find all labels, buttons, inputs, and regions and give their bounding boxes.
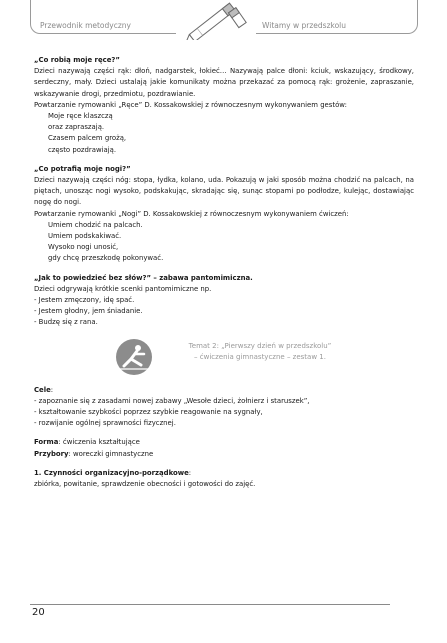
topic-title (160, 341, 360, 363)
poem-line: Umiem chodzić na palcach. (48, 220, 143, 229)
gymnast-icon (116, 339, 152, 375)
form-line: Forma: ćwiczenia kształtujące (34, 438, 140, 447)
footer-divider (30, 604, 390, 605)
paragraph: Dzieci nazywają części rąk: dłoń, nadgarstek, łokieć… Nazywają palce dłoni: kciuk, wskazujący, środkowy, serdeczny, mały. Dzieci ustalają jakie komunikaty można przekazać za pomocą rąk: grożenie, zapraszanie, wskazywanie drogi, przedmiotu, pozdrawianie. (34, 67, 414, 98)
poem-line: Czasem palcem grożą, (48, 134, 127, 143)
list-item: - rozwijanie ogólnej sprawności fizycznej. (34, 419, 176, 428)
poem-line: Wysoko nogi unosić, (48, 243, 119, 252)
paragraph: Powtarzanie rymowanki „Ręce” D. Kossakowskiej z równoczesnym wykonywaniem gestów: (34, 100, 347, 109)
section-title: „Co potrafią moje nogi?” (34, 164, 131, 173)
paragraph: Dzieci nazywają części nóg: stopa, łydka, kolano, uda. Pokazują w jaki sposób można chodzić na palcach, na piętach, unosząc nogi wysoko, podskakując, skradając się, sunąc stopami po podłodze, kulejąc, dostawiając nogę do nogi. (34, 176, 414, 207)
poem (34, 111, 414, 156)
pen-eraser-icon (176, 0, 256, 40)
header-left-label: Przewodnik metodyczny (40, 21, 131, 30)
list-item: - zapoznanie się z zasadami nowej zabawy „Wesołe dzieci, żołnierz i staruszek”, (34, 396, 310, 405)
page-header (30, 0, 418, 38)
page-number: 20 (32, 607, 45, 618)
activity-heading: 1. Czynności organizacyjno-porządkowe: (34, 468, 192, 477)
topic-line: – ćwiczenia gimnastyczne – zestaw 1. (194, 352, 326, 361)
topic-banner (34, 335, 414, 383)
topic-line: Temat 2: „Pierwszy dzień w przedszkolu” (188, 341, 332, 350)
list-item: - Jestem zmęczony, idę spać. (34, 296, 135, 305)
paragraph: Dzieci odgrywają krótkie scenki pantomimiczne np. (34, 284, 212, 293)
paragraph: zbiórka, powitanie, sprawdzenie obecności i gotowości do zajęć. (34, 480, 256, 489)
poem-line: Moje ręce klaszczą (48, 112, 113, 121)
list-item: - Jestem głodny, jem śniadanie. (34, 307, 143, 316)
section-title: „Jak to powiedzieć bez słów?” – zabawa pantomimiczna. (34, 273, 253, 282)
header-right-label: Witamy w przedszkolu (262, 21, 347, 30)
poem (34, 220, 414, 265)
list-item: - Budzę się z rana. (34, 318, 98, 327)
goals-heading: Cele: (34, 385, 54, 394)
poem-line: oraz zapraszają. (48, 123, 105, 132)
document-body (34, 55, 414, 490)
poem-line: gdy chcę przeszkodę pokonywać. (48, 254, 164, 263)
poem-line: Umiem podskakiwać. (48, 232, 122, 241)
list-item: - kształtowanie szybkości poprzez szybkie reagowanie na sygnały, (34, 408, 263, 417)
paragraph: Powtarzanie rymowanki „Nogi” D. Kossakowskiej z równoczesnym wykonywaniem ćwiczeń: (34, 209, 349, 218)
tools-line: Przybory: woreczki gimnastyczne (34, 449, 154, 458)
section-title: „Co robią moje ręce?” (34, 56, 120, 64)
poem-line: często pozdrawiają. (48, 145, 117, 154)
